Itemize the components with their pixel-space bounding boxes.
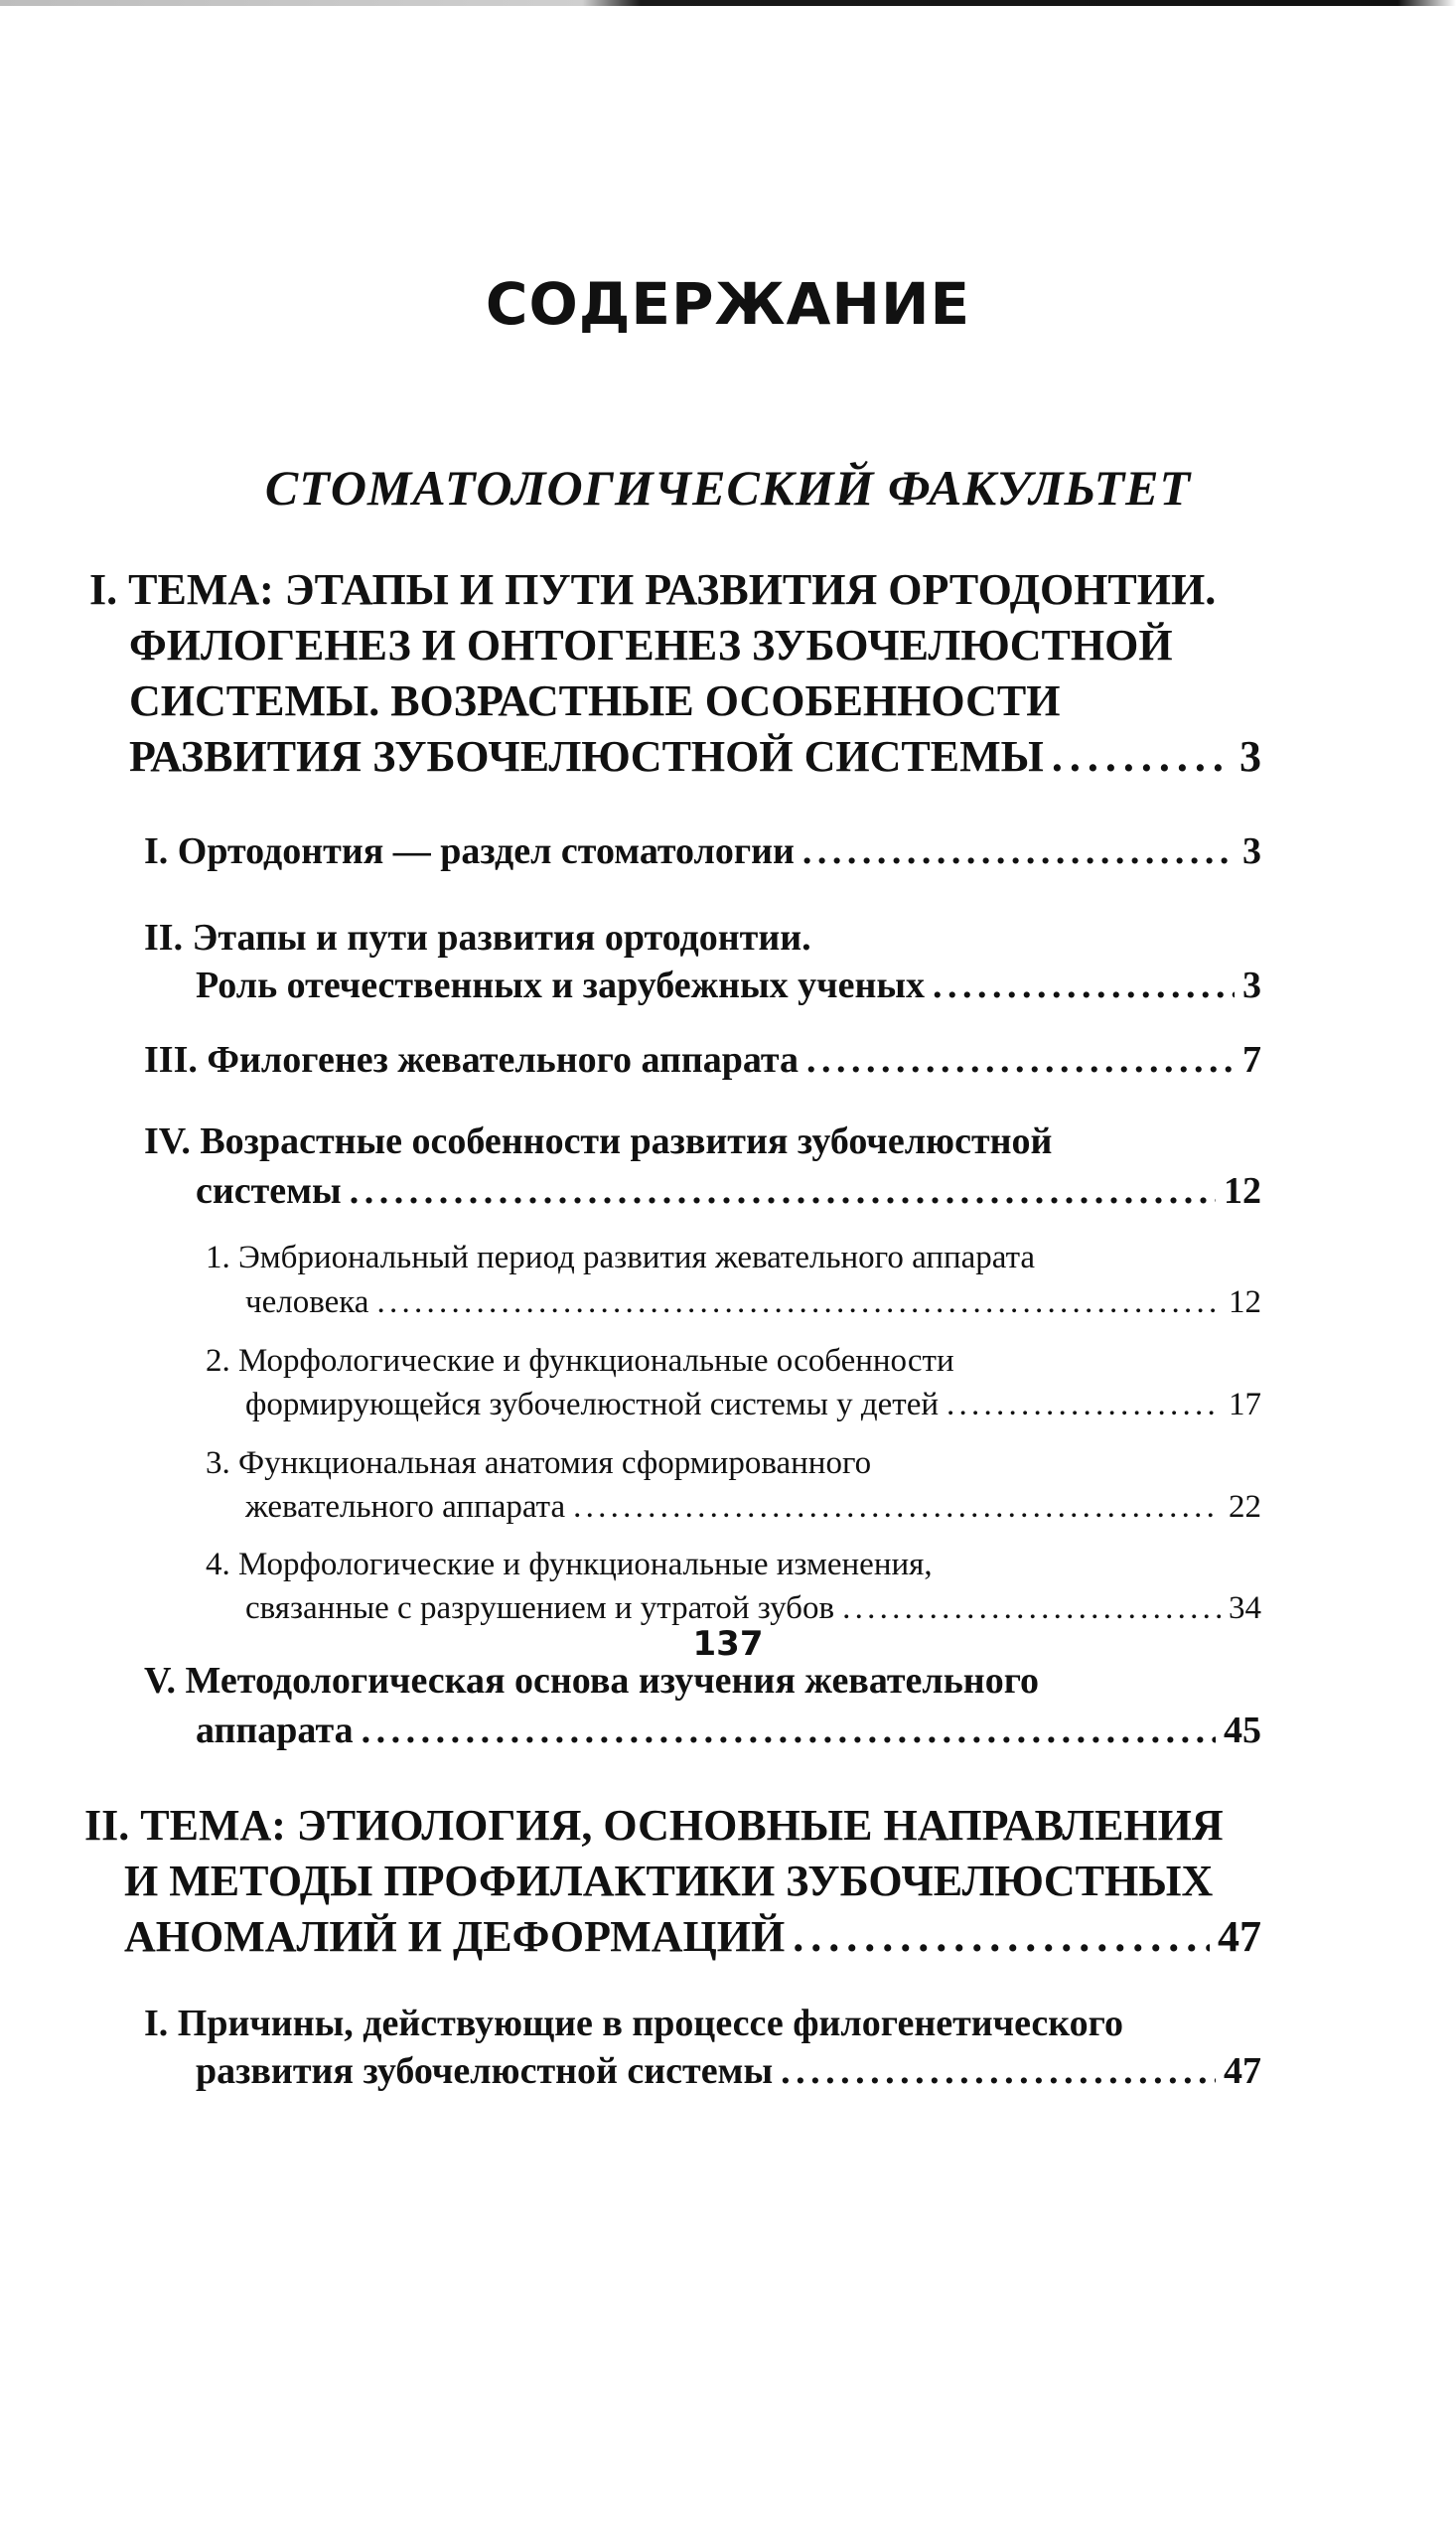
toc-entry-t1-s4-3[interactable] xyxy=(245,1489,1261,1526)
page-ref: 7 xyxy=(1242,1039,1261,1081)
page-ref: 47 xyxy=(1218,1912,1261,1961)
entry-title: связанные с разрушением и утратой зубов xyxy=(245,1590,835,1626)
t1-s4-line-1: IV. Возрастные особенности развития зубочелюстной xyxy=(144,1120,1053,1162)
faculty-heading: СТОМАТОЛОГИЧЕСКИЙ ФАКУЛЬТЕТ xyxy=(264,460,1192,516)
t2-s1-line-1: I. Причины, действующие в процессе филогенетического xyxy=(144,2003,1123,2044)
toc-entry-t1-s2[interactable] xyxy=(196,964,1261,1007)
leader-dots xyxy=(781,2049,1216,2093)
page-ref: 47 xyxy=(1224,2050,1261,2092)
entry-title: РАЗВИТИЯ ЗУБОЧЕЛЮСТНОЙ СИСТЕМЫ xyxy=(129,732,1044,781)
entry-title: человека xyxy=(245,1284,369,1320)
entry-title: развития зубочелюстной системы xyxy=(196,2050,774,2092)
entry-title: системы xyxy=(196,1170,342,1212)
page-ref: 45 xyxy=(1224,1710,1261,1751)
t1-s4-1-line-1: 1. Эмбриональный период развития жевательного аппарата xyxy=(206,1240,1036,1275)
t1-s4-3-line-1: 3. Функциональная анатомия сформированного xyxy=(206,1445,872,1481)
leader-dots xyxy=(802,829,1235,873)
topic-1-line-2: ФИЛОГЕНЕЗ И ОНТОГЕНЕЗ ЗУБОЧЕЛЮСТНОЙ xyxy=(129,621,1173,670)
t1-s5-line-1: V. Методологическая основа изучения жевательного xyxy=(144,1660,1039,1702)
leader-dots xyxy=(376,1284,1221,1321)
entry-title: жевательного аппарата xyxy=(245,1489,566,1525)
topic-2-line-2: И МЕТОДЫ ПРОФИЛАКТИКИ ЗУБОЧЕЛЮСТНЫХ xyxy=(124,1857,1214,1905)
entry-title: АНОМАЛИЙ И ДЕФОРМАЦИЙ xyxy=(124,1912,786,1961)
page-number: 137 xyxy=(692,1624,764,1664)
entry-title: I. Ортодонтия — раздел стоматологии xyxy=(144,830,795,872)
leader-dots xyxy=(573,1489,1221,1526)
page-ref: 12 xyxy=(1229,1284,1261,1320)
page-ref: 12 xyxy=(1224,1170,1261,1212)
topic-1-line-1: I. ТЕМА: ЭТАПЫ И ПУТИ РАЗВИТИЯ ОРТОДОНТИИ. xyxy=(89,565,1217,614)
leader-dots xyxy=(946,1387,1221,1423)
toc-entry-t1-s4-4[interactable] xyxy=(245,1590,1261,1627)
toc-entry-t1-s4[interactable] xyxy=(196,1169,1261,1213)
page-title: СОДЕРЖАНИЕ xyxy=(485,270,971,338)
entry-title: Роль отечественных и зарубежных ученых xyxy=(196,965,926,1006)
t1-s4-2-line-1: 2. Морфологические и функциональные особенности xyxy=(206,1343,954,1379)
page-ref: 22 xyxy=(1229,1489,1261,1525)
entry-title: формирующейся зубочелюстной системы у детей xyxy=(245,1387,940,1422)
leader-dots xyxy=(842,1590,1221,1627)
topic-2-line-1: II. ТЕМА: ЭТИОЛОГИЯ, ОСНОВНЫЕ НАПРАВЛЕНИЯ xyxy=(84,1801,1224,1850)
toc-entry-topic-1[interactable] xyxy=(129,731,1261,782)
page-ref: 3 xyxy=(1242,965,1261,1006)
t1-s2-line-1: II. Этапы и пути развития ортодонтии. xyxy=(144,917,811,959)
toc-entry-t1-s3[interactable] xyxy=(144,1038,1261,1082)
toc-entry-topic-2[interactable] xyxy=(124,1911,1261,1962)
toc-entry-t2-s1[interactable] xyxy=(196,2049,1261,2093)
entry-title: аппарата xyxy=(196,1710,354,1751)
entry-title: III. Филогенез жевательного аппарата xyxy=(144,1039,800,1081)
page-ref: 34 xyxy=(1229,1590,1261,1626)
page-ref: 3 xyxy=(1239,732,1261,781)
page-ref: 17 xyxy=(1229,1387,1261,1422)
topic-1-line-3: СИСТЕМЫ. ВОЗРАСТНЫЕ ОСОБЕННОСТИ xyxy=(129,676,1061,725)
toc-entry-t1-s5[interactable] xyxy=(196,1709,1261,1752)
leader-dots xyxy=(933,964,1235,1007)
page-ref: 3 xyxy=(1242,830,1261,872)
t1-s4-4-line-1: 4. Морфологические и функциональные изменения, xyxy=(206,1547,933,1582)
toc-entry-t1-s4-1[interactable] xyxy=(245,1284,1261,1321)
leader-dots xyxy=(793,1911,1210,1962)
leader-dots xyxy=(1052,731,1232,782)
leader-dots xyxy=(806,1038,1235,1082)
toc-entry-t1-s4-2[interactable] xyxy=(245,1387,1261,1423)
leader-dots xyxy=(350,1169,1216,1213)
toc-entry-t1-s1[interactable] xyxy=(144,829,1261,873)
leader-dots xyxy=(362,1709,1216,1752)
